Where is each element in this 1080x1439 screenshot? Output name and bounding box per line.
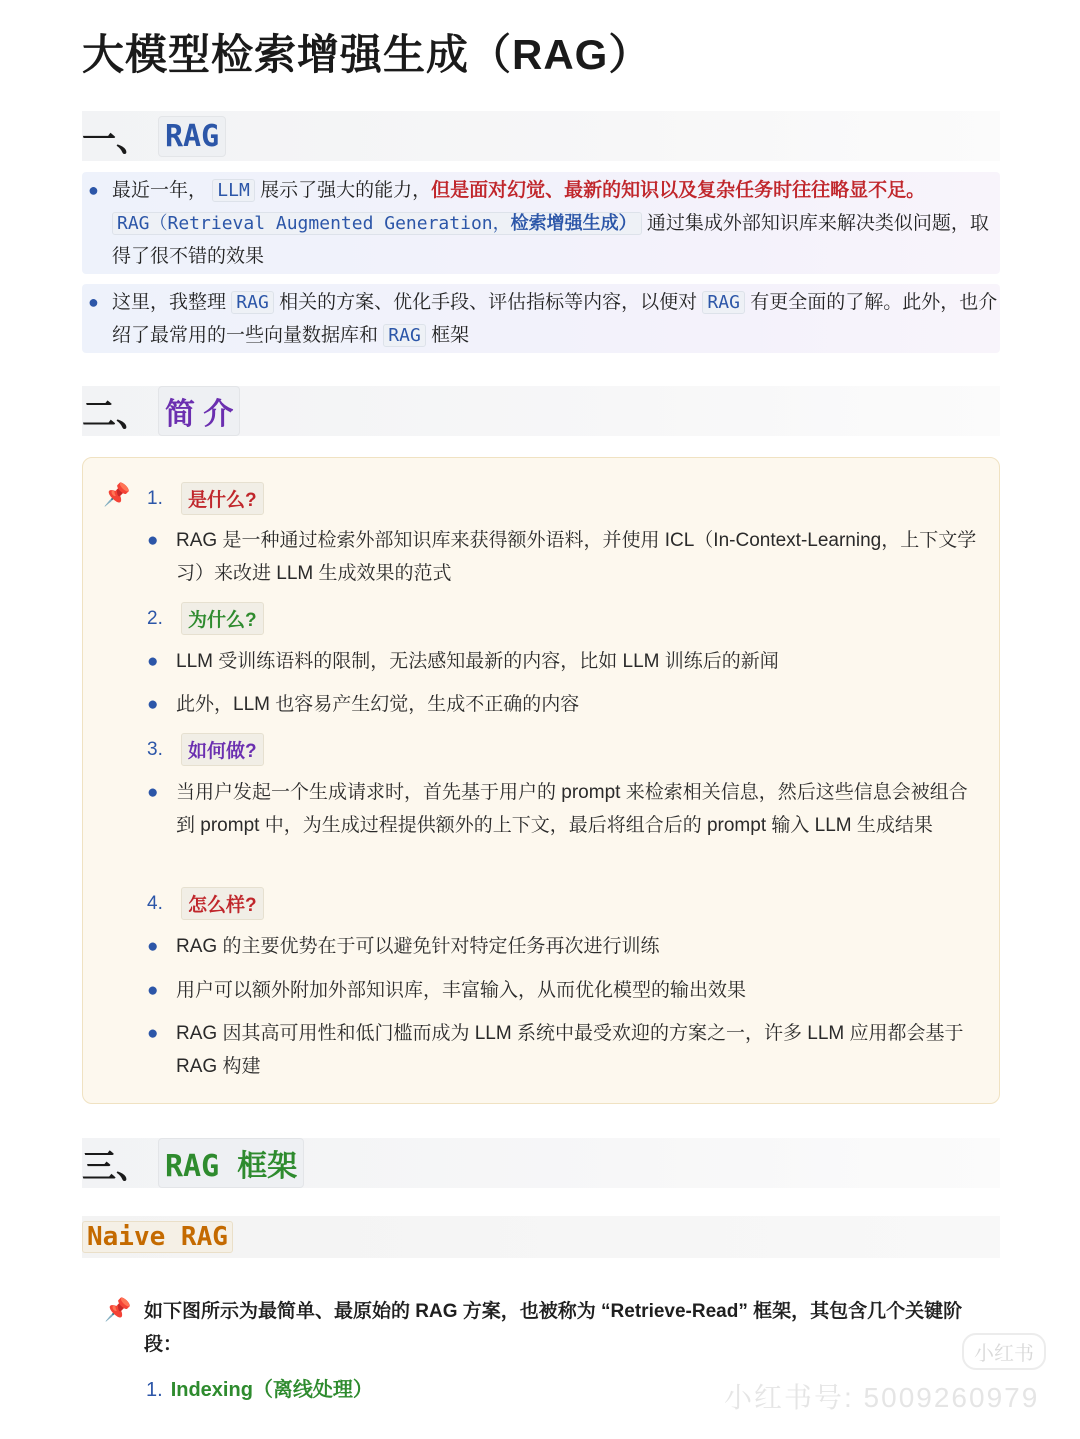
- bullet-text: [112, 286, 1000, 352]
- text-run: 这里，我整理: [112, 292, 227, 313]
- question-tag: 为什么?: [181, 602, 264, 635]
- bullet-dot: ●: [147, 782, 159, 803]
- inline-code: RAG: [702, 291, 745, 314]
- text-run: 展示了强大的能力，: [260, 180, 432, 201]
- text-run: 相关的方案、优化手段、评估指标等内容，以便对: [279, 292, 698, 313]
- list-number: 1.: [146, 1379, 163, 1401]
- list-number: 3.: [147, 738, 163, 760]
- list-item-2: [147, 602, 264, 635]
- subsection-tag: Naive RAG: [82, 1221, 233, 1253]
- subsection-heading: [82, 1216, 1000, 1258]
- list-bullet: [147, 1017, 977, 1083]
- bullet-dot: ●: [147, 980, 159, 1001]
- question-tag: 怎么样?: [181, 887, 264, 920]
- bullet-dot: ●: [88, 292, 99, 312]
- bullet-text: RAG 因其高可用性和低门槛而成为 LLM 系统中最受欢迎的方案之一，许多 LLM 应用都会基于 RAG 构建: [176, 1023, 964, 1077]
- step-label: Indexing（离线处理）: [170, 1379, 373, 1401]
- text-run: 最近一年，: [112, 180, 208, 201]
- list-item-4: [147, 887, 264, 920]
- bullet-dot: ●: [147, 694, 159, 715]
- inline-code: RAG: [231, 291, 274, 314]
- bullet-text: 当用户发起一个生成请求时，首先基于用户的 prompt 来检索相关信息，然后这些信息会被组合到 prompt 中，为生成过程提供额外的上下文，最后将组合后的 prompt 输入 LLM 生成结果: [176, 782, 968, 836]
- bullet-dot: ●: [147, 530, 159, 551]
- step-item-1: [146, 1373, 373, 1402]
- bullet-text: RAG 是一种通过检索外部知识库来获得额外语料，并使用 ICL（In-Context-Learning，上下文学习）来改进 LLM 生成效果的范式: [176, 530, 977, 584]
- watermark-text: 小红书号: 5009260979: [724, 1382, 1040, 1413]
- list-number: 2.: [147, 607, 163, 629]
- heading-prefix: 三、: [82, 1147, 150, 1186]
- bullet-dot: ●: [147, 1023, 159, 1044]
- list-number: 1.: [147, 487, 163, 509]
- inline-code: LLM: [212, 179, 255, 202]
- list-bullet: [147, 524, 977, 590]
- heading-tag: 简 介: [158, 386, 240, 436]
- bullet-text: RAG 的主要优势在于可以避免针对特定任务再次进行训练: [176, 936, 660, 957]
- section-heading-2: [82, 386, 1000, 436]
- list-item-3: [147, 733, 264, 766]
- list-bullet: [147, 645, 977, 678]
- text-run: 框架: [431, 325, 470, 346]
- heading-prefix: 一、: [82, 120, 150, 159]
- heading-tag: RAG: [158, 116, 226, 157]
- inline-code-mono: RAG（Retrieval Augmented Generation，: [117, 213, 511, 234]
- list-bullet: [147, 688, 977, 721]
- pushpin-icon: 📌: [103, 482, 131, 507]
- list-number: 4.: [147, 892, 163, 914]
- list-bullet: [147, 930, 977, 963]
- intro-callout-box: [82, 457, 1000, 1104]
- list-item-1: [147, 482, 264, 515]
- bullet-dot: ●: [147, 936, 159, 957]
- heading-prefix: 二、: [82, 395, 150, 434]
- bullet-text: 此外，LLM 也容易产生幻觉，生成不正确的内容: [176, 694, 580, 715]
- bullet-text: LLM 受训练语料的限制，无法感知最新的内容，比如 LLM 训练后的新闻: [176, 651, 779, 672]
- section-heading-3: [82, 1138, 1000, 1188]
- inline-code: RAG: [383, 324, 426, 347]
- text-run: 有更全面的了解。此外，也介绍了最常用的一些向量数据库和: [112, 292, 998, 346]
- bullet-dot: ●: [88, 180, 99, 200]
- list-bullet: [147, 776, 977, 842]
- section-heading-1: [82, 111, 1000, 161]
- page-title: 大模型检索增强生成（RAG）: [82, 31, 652, 78]
- bullet-text: [112, 174, 1000, 273]
- inline-code-bold: 检索增强生成）: [510, 213, 637, 234]
- question-tag: 如何做?: [181, 733, 264, 766]
- pushpin-icon: 📌: [104, 1297, 132, 1322]
- bullet-text: 用户可以额外附加外部知识库，丰富输入，从而优化模型的输出效果: [176, 980, 747, 1001]
- text-run: 通过集成外部知识库来解决类似问题，取得了很不错的效果: [112, 213, 989, 267]
- question-tag: 是什么?: [181, 482, 264, 515]
- list-bullet: [147, 974, 977, 1007]
- bullet-callout-2: [82, 284, 1000, 353]
- bullet-callout-1: [82, 172, 1000, 274]
- intro-text: 如下图所示为最简单、最原始的 RAG 方案，也被称为 “Retrieve-Read” 框架，其包含几个关键阶段：: [144, 1301, 963, 1355]
- highlight-text: 但是面对幻觉、最新的知识以及复杂任务时往往略显不足。: [431, 180, 926, 201]
- heading-tag: RAG 框架: [158, 1138, 304, 1188]
- watermark-logo: 小红书: [962, 1333, 1046, 1370]
- bullet-dot: ●: [147, 651, 159, 672]
